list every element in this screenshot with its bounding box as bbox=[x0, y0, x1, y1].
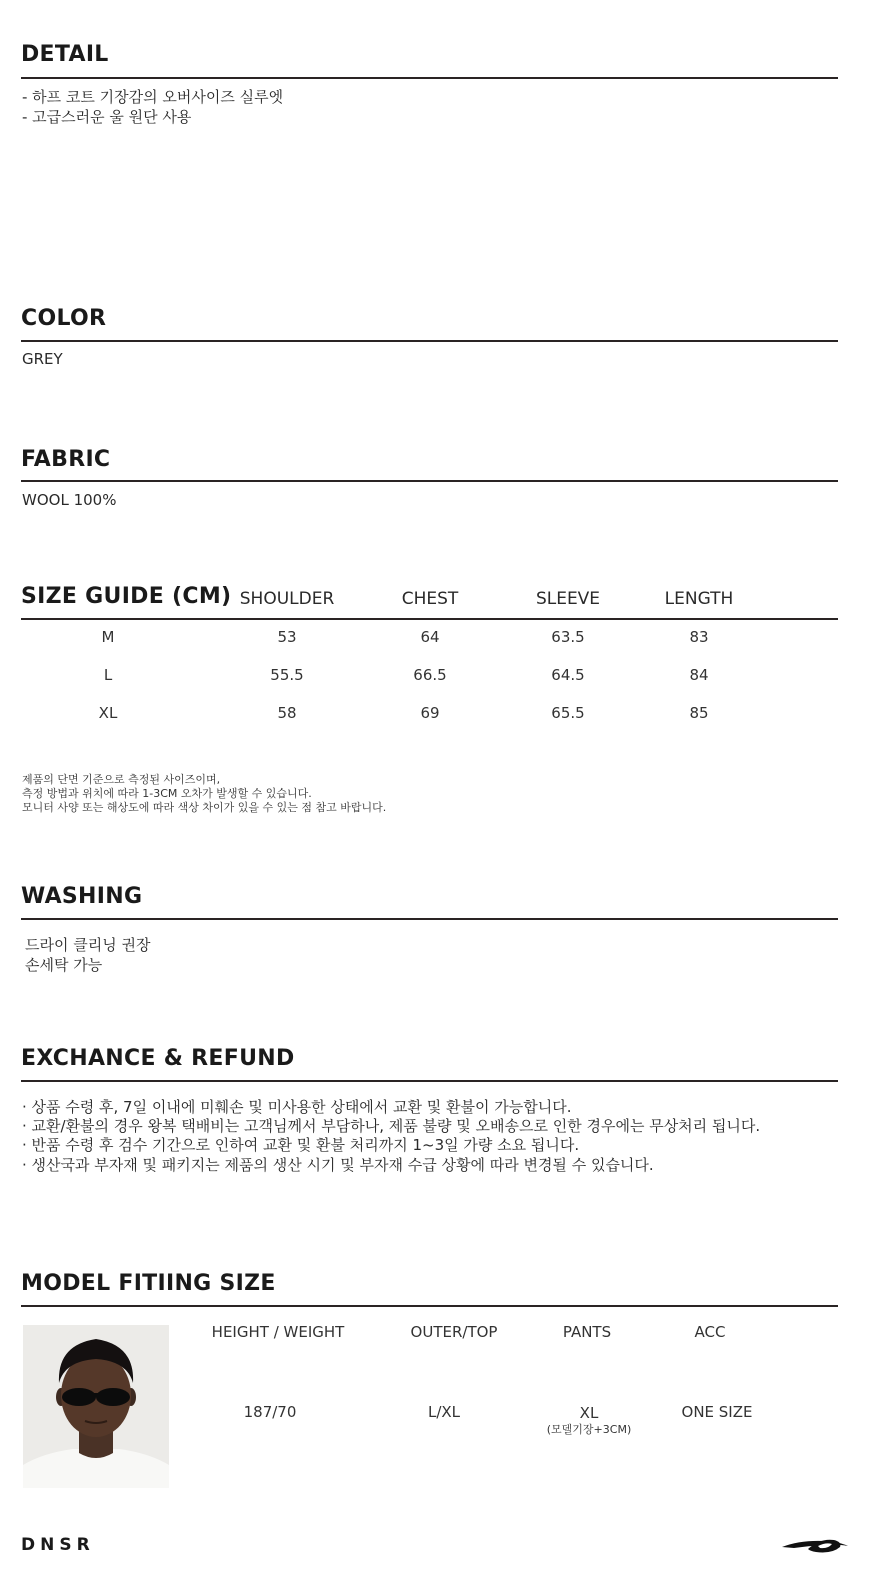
exchange-item: · 상품 수령 후, 7일 이내에 미훼손 및 미사용한 상태에서 교환 및 환불이 가능합니다. bbox=[22, 1098, 572, 1116]
size-col-shoulder: SHOULDER bbox=[239, 589, 335, 609]
model-photo bbox=[23, 1325, 169, 1488]
washing-item: 드라이 클리닝 권장 bbox=[25, 936, 151, 954]
fabric-value: WOOL 100% bbox=[22, 491, 117, 509]
color-divider bbox=[21, 340, 838, 342]
size-label: XL bbox=[98, 704, 118, 722]
model-head-outer-top: OUTER/TOP bbox=[410, 1323, 498, 1341]
size-value: 64.5 bbox=[551, 666, 585, 684]
model-divider bbox=[21, 1305, 838, 1307]
dnsr-swoosh-logo-icon bbox=[780, 1534, 850, 1556]
size-value: 65.5 bbox=[551, 704, 585, 722]
size-label: L bbox=[103, 666, 113, 684]
detail-divider bbox=[21, 77, 838, 79]
size-value: 66.5 bbox=[413, 666, 447, 684]
size-value: 63.5 bbox=[551, 628, 585, 646]
exchange-divider bbox=[21, 1080, 838, 1082]
size-value: 84 bbox=[689, 666, 709, 684]
model-head-acc: ACC bbox=[694, 1323, 726, 1341]
model-value-acc: ONE SIZE bbox=[681, 1403, 753, 1421]
size-note: 모니터 사양 또는 해상도에 따라 색상 차이가 있을 수 있는 점 참고 바랍니다. bbox=[22, 801, 387, 814]
size-label: M bbox=[101, 628, 115, 646]
size-value: 64 bbox=[420, 628, 440, 646]
size-value: 83 bbox=[689, 628, 709, 646]
size-note: 측정 방법과 위치에 따라 1-3CM 오차가 발생할 수 있습니다. bbox=[22, 787, 312, 800]
model-value-outer-top: L/XL bbox=[427, 1403, 461, 1421]
detail-item: - 고급스러운 울 원단 사용 bbox=[22, 108, 192, 126]
color-value: GREY bbox=[22, 350, 63, 368]
size-value: 69 bbox=[420, 704, 440, 722]
size-col-chest: CHEST bbox=[401, 589, 459, 609]
size-guide-divider bbox=[21, 618, 838, 620]
brand-logo-text: DNSR bbox=[21, 1535, 95, 1555]
model-head-height-weight: HEIGHT / WEIGHT bbox=[211, 1323, 345, 1341]
exchange-item: · 교환/환불의 경우 왕복 택배비는 고객님께서 부담하나, 제품 불량 및 오배송으로 인한 경우에는 무상처리 됩니다. bbox=[22, 1117, 761, 1135]
model-title: MODEL FITIING SIZE bbox=[21, 1271, 276, 1296]
model-value-height-weight: 187/70 bbox=[243, 1403, 297, 1421]
exchange-item: · 생산국과 부자재 및 패키지는 제품의 생산 시기 및 부자재 수급 상황에 따라 변경될 수 있습니다. bbox=[22, 1156, 654, 1174]
model-head-pants: PANTS bbox=[562, 1323, 612, 1341]
size-col-length: LENGTH bbox=[664, 589, 734, 609]
detail-title: DETAIL bbox=[21, 42, 109, 67]
exchange-title: EXCHANCE & REFUND bbox=[21, 1046, 295, 1071]
washing-item: 손세탁 가능 bbox=[25, 956, 103, 974]
size-value: 53 bbox=[277, 628, 297, 646]
size-value: 55.5 bbox=[270, 666, 304, 684]
model-pants-note: (모델기장+3CM) bbox=[546, 1423, 632, 1436]
model-value-pants: XL bbox=[579, 1404, 599, 1422]
color-title: COLOR bbox=[21, 306, 107, 331]
fabric-title: FABRIC bbox=[21, 447, 111, 472]
size-value: 58 bbox=[277, 704, 297, 722]
size-col-sleeve: SLEEVE bbox=[535, 589, 601, 609]
exchange-item: · 반품 수령 후 검수 기간으로 인하여 교환 및 환불 처리까지 1~3일 가량 소요 됩니다. bbox=[22, 1136, 580, 1154]
washing-title: WASHING bbox=[21, 884, 143, 909]
fabric-divider bbox=[21, 480, 838, 482]
size-value: 85 bbox=[689, 704, 709, 722]
size-note: 제품의 단면 기준으로 측정된 사이즈이며, bbox=[22, 773, 221, 786]
size-guide-title: SIZE GUIDE (CM) bbox=[21, 584, 232, 609]
washing-divider bbox=[21, 918, 838, 920]
detail-item: - 하프 코트 기장감의 오버사이즈 실루엣 bbox=[22, 88, 284, 106]
